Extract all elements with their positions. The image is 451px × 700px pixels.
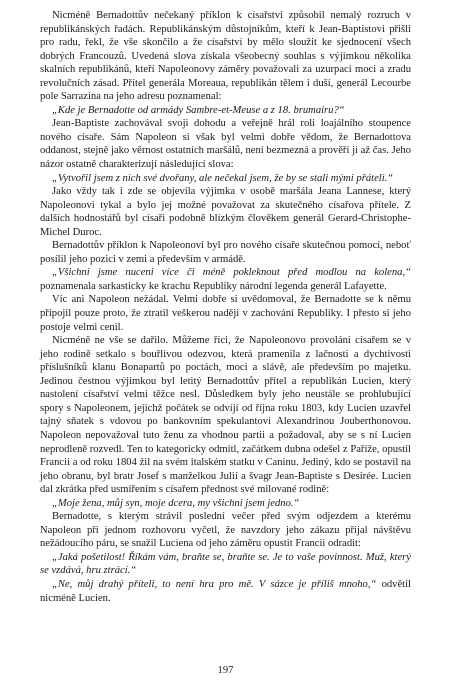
paragraph-text: Bernadottův příklon k Napoleonovi byl pro nového císaře skutečnou pomocí, neboť posílil jeho pozici v zemi a především v armádě. — [40, 240, 411, 265]
paragraph-text: Bernadotte, s kterým strávil poslední večer před svým odjezdem a kterému Napoleon při jednom rozhovoru vyčetl, že navzdory jeho zákazu přijal návštěvu nežádoucího páru, se snažil Luciena od jeho záměru opustit Francii odradit: — [40, 511, 411, 550]
body-paragraph — [40, 117, 411, 171]
body-paragraph — [40, 293, 411, 334]
quote-paragraph — [40, 104, 411, 118]
quote-paragraph — [40, 578, 411, 605]
paragraph-text: odvětil nicméně Lucien. — [40, 578, 411, 604]
body-paragraph — [40, 334, 411, 497]
quote-paragraph — [40, 266, 411, 293]
quote-text: „Všichni jsme nuceni více či méně pokleknout před modlou na kolena,“ — [52, 267, 411, 279]
quote-paragraph — [40, 172, 411, 186]
paragraph-text: Nicméně Bernadottův nečekaný příklon k císařství způsobil nemalý rozruch v republikánských řadách. Republikánským důstojníkům, kteří k Jean-Baptistovi přišli pro radu, řekl, že vše skončilo a že císařství by mělo sloužit ke sjednocení všech dobrých Francouzů. Uvedená slova získala všeobecný souhlas s výjimkou několika skalních republikánů, kteří Napoleonovy záměry považovali za uzurpaci moci a zradu revolučních zásad. Přítel generála Moreaua, republikán tělem i duší, generál Lecourbe pole Sarrazina na jeho adresu poznamenal: — [40, 10, 411, 103]
quote-text: „Jaká pošetilost! Říkám vám, braňte se, braňte se. Je to vaše povinnost. Muž, který se vzdává, hru ztrácí.“ — [40, 551, 411, 577]
quote-paragraph — [40, 551, 411, 578]
body-paragraph — [40, 510, 411, 551]
quote-text: „Vytvořil jsem z nich své dvořany, ale nečekal jsem, že by se stali mými přáteli.“ — [52, 172, 394, 184]
quote-text: „Moje žena, můj syn, moje dcera, my všichni jsem jedno.“ — [52, 497, 300, 509]
paragraph-text: Jean-Baptiste zachovával svoji dohodu a veřejně hrál roli loajálního stoupence nového císaře. Sám Napoleon si však byl velmi dobře vědom, že Bernadottova oddanost, stejně jako věrnost ostatních maršálů, není bezmezná a prověří ji až čas. Jeho názor ostatně charakterizují následující slova: — [40, 118, 411, 171]
paragraph-text: Víc ani Napoleon nežádal. Velmi dobře si uvědomoval, že Bernadotte se k němu připojil pouze proto, že ztratil veškerou naději v zachování Republiky. I přesto si jeho postoje velmi cenil. — [40, 294, 411, 333]
body-paragraph — [40, 239, 411, 266]
quote-text: „Kde je Bernadotte od armády Sambre-et-Meuse a z 18. brumairu?“ — [52, 104, 345, 116]
paragraph-text: poznamenala sarkasticky ke krachu Republiky národní legenda generál Lafayette. — [40, 280, 387, 292]
text-body — [40, 9, 411, 605]
paragraph-text: Nicméně ne vše se dařilo. Můžeme říci, že Napoleonovo provolání císařem se v jeho rodině setkalo s bouřlivou odezvou, která pramenila z lačnosti a dychtivosti příslušníků klanu Bonapartů po poctách, moci a slávě, ale především po majetku. Jedinou čestnou výjimkou byl letitý Bernadottův přítel a republikán Lucien, který nastolení císařství velmi těžce nesl. Důsledkem byly jeho neustále se prohlubující spory s Napoleonem, jejichž počátek se odvíjí od října roku 1803, kdy Lucien uzavřel tajný sňatek s vdovou po bankovním spekulantovi Alexandrinou Jouberthonovou. Napoleon nepovažoval tuto ženu za vhodnou partii a požadoval, aby se s ní Lucien neprodleně rozvedl. Ten to kategoricky odmítl, začátkem dubna odešel z Paříže, opustil Francii a od roku 1804 žil na svém italském statku v Caninu. Jediný, kdo se postavil na jeho obranu, byl bratr Josef s manželkou Julií a švagr Jean-Baptiste s Desirée. Lucien dal zkrátka před usmířením s císařem přednost své milované rodině: — [40, 335, 411, 496]
quote-text: „Ne, můj drahý příteli, to není hra pro mě. V sázce je příliš mnoho,“ — [52, 578, 377, 590]
body-paragraph — [40, 9, 411, 104]
paragraph-text: Jako vždy tak i zde se objevila výjimka v osobě maršála Jeana Lannese, který Napoleonovi tykal a bylo jej možné považovat za skutečného císařova přítele. Z dalších hodnostářů byl císaři podobně blízkým člověkem generál Gerard-Christophe-Michel Duroc. — [40, 186, 411, 238]
quote-paragraph — [40, 497, 411, 511]
body-paragraph — [40, 185, 411, 239]
page-number: 197 — [217, 665, 234, 676]
